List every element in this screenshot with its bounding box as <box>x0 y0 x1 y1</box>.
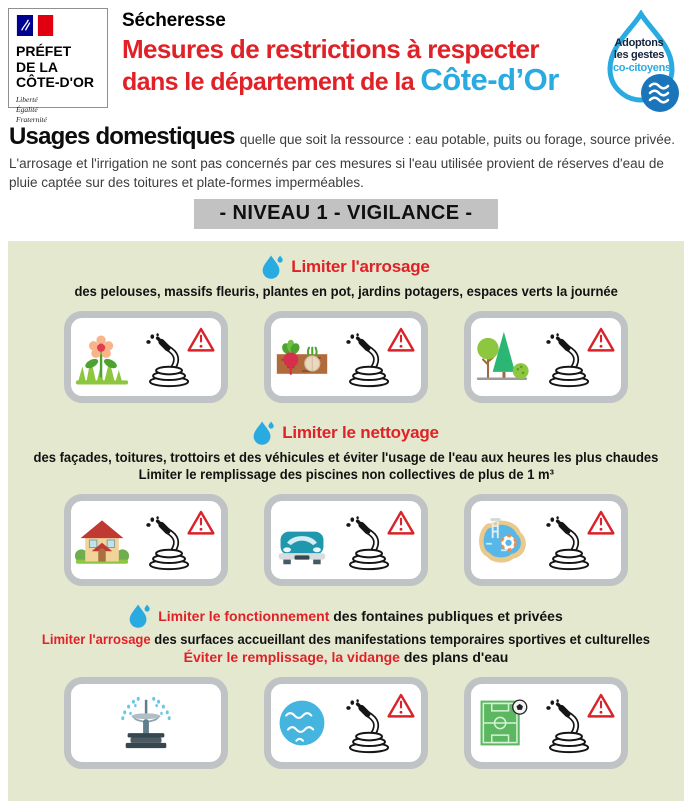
card-green-spaces <box>464 311 628 403</box>
intro-body: quelle que soit la ressource : eau potable, puits ou forage, source privée. L'arrosage et l'irrigation ne sont pas concernés par ces mesures si l'eau utilisée provient de réserves d'eau de pluie captée sur des toitures et plate-formes imperméables. <box>9 132 675 191</box>
rule-black: des fontaines publiques et privées <box>329 607 563 624</box>
fountain-icon <box>110 694 182 752</box>
level-banner: - NIVEAU 1 - VIGILANCE - <box>194 199 499 229</box>
warning-triangle-icon <box>386 326 416 353</box>
warning-triangle-icon <box>386 509 416 536</box>
logo-line: CÔTE-D'OR <box>16 74 94 91</box>
rule-black: des surfaces accueillant des manifestations temporaires sportives et culturelles <box>150 631 651 648</box>
restrictions-panel <box>8 241 684 801</box>
card-water-body <box>264 677 428 769</box>
logo-line: DE LA <box>16 58 58 75</box>
section-cleaning <box>8 419 684 446</box>
card-sports-field <box>464 677 628 769</box>
section-fountains <box>8 602 684 629</box>
section-watering <box>8 253 684 280</box>
eco-citizen-badge <box>598 10 686 116</box>
warning-triangle-icon <box>386 692 416 719</box>
intro-paragraph <box>9 120 683 192</box>
rule-black: des plans d'eau <box>399 649 509 666</box>
french-flag-icon <box>16 15 56 36</box>
prefecture-name <box>16 44 100 91</box>
pool-icon <box>474 512 530 568</box>
prefecture-logo <box>8 8 108 124</box>
pond-icon <box>274 695 330 751</box>
card-vegetable-garden <box>264 311 428 403</box>
warning-triangle-icon <box>586 692 616 719</box>
section-subtitle: Limiter le remplissage des piscines non collectives de plus de 1 m³ <box>138 466 554 483</box>
rule-red: Limiter l'arrosage <box>41 631 151 648</box>
trees-icon <box>474 329 530 385</box>
car-icon <box>274 512 330 568</box>
water-drop-icon <box>129 602 151 629</box>
logo-motto: Liberté Égalité Fraternité <box>16 95 47 124</box>
rule-red: Éviter le remplissage, la vidange <box>183 649 400 666</box>
eco-badge-text: Adoptons les gestes éco-citoyens <box>607 37 671 74</box>
card-fountain <box>64 677 228 769</box>
card-row-fountains <box>8 677 684 769</box>
warning-triangle-icon <box>586 509 616 536</box>
card-house-facade <box>64 494 228 586</box>
soccer-field-icon <box>474 695 530 751</box>
card-row-watering <box>8 311 684 403</box>
sub-title <box>122 63 598 97</box>
water-drop-icon <box>253 419 275 446</box>
title-block <box>122 8 598 97</box>
warning-triangle-icon <box>586 326 616 353</box>
card-vehicle-washing <box>264 494 428 586</box>
section-subtitle: des pelouses, massifs fleuris, plantes en pot, jardins potagers, espaces verts la journée <box>74 283 618 300</box>
rule-red: Limiter le fonctionnement <box>158 607 330 624</box>
card-pool-filling <box>464 494 628 586</box>
main-title: Mesures de restrictions à respecter <box>122 34 539 64</box>
card-lawn-watering <box>64 311 228 403</box>
section-title: Limiter l'arrosage <box>291 256 430 276</box>
section-title: Limiter le nettoyage <box>282 422 439 442</box>
warning-triangle-icon <box>186 326 216 353</box>
vegetable-garden-icon <box>274 329 330 385</box>
surtitle: Sécheresse <box>122 10 226 31</box>
section-subtitle: des façades, toitures, trottoirs et des véhicules et éviter l'usage de l'eau aux heures les plus chaudes <box>33 449 659 466</box>
warning-triangle-icon <box>186 509 216 536</box>
house-icon <box>74 512 130 568</box>
card-row-cleaning <box>8 494 684 586</box>
water-drop-icon <box>262 253 284 280</box>
intro-lead: Usages domestiques <box>9 123 235 150</box>
logo-line: PRÉFET <box>16 43 72 59</box>
subtitle-department: Côte-d’Or <box>420 62 559 98</box>
header <box>0 0 692 124</box>
flower-lawn-icon <box>74 329 130 385</box>
subtitle-red: dans le département de la <box>122 68 415 97</box>
